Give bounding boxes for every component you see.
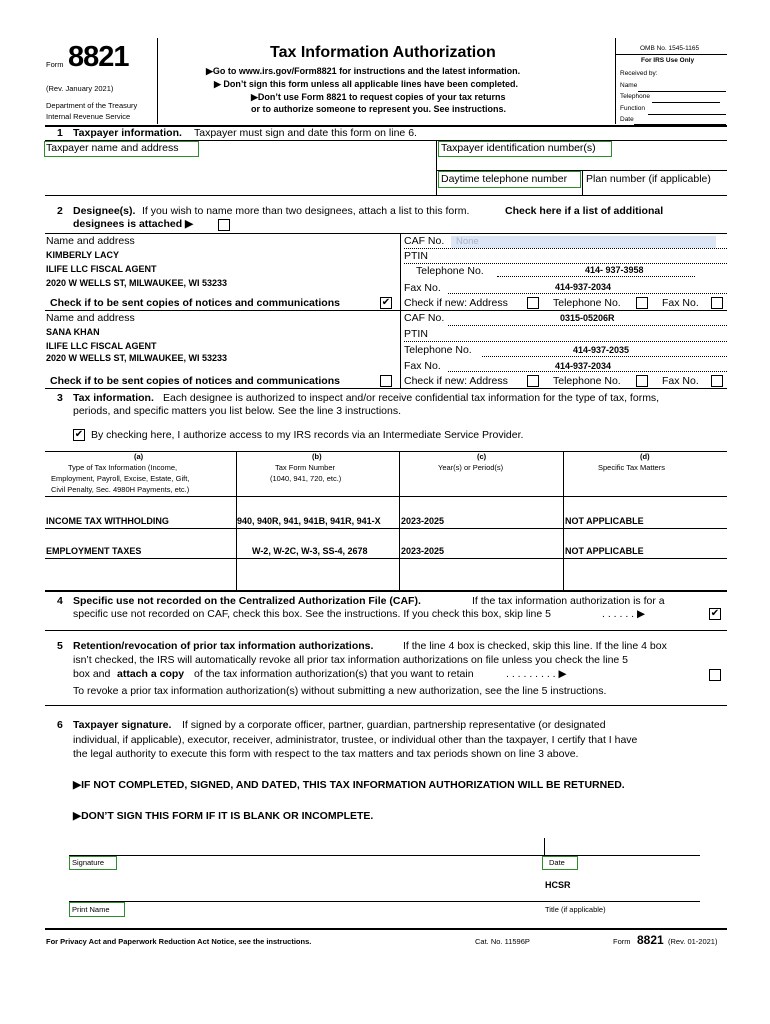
irs-name-label: Name <box>620 82 638 89</box>
daytime-phone-label: Daytime telephone number <box>441 173 568 185</box>
instruction-line-1: ▶Go to www.irs.gov/Form8821 for instructions and the latest information. <box>206 66 521 76</box>
line6-heading: Taxpayer signature. <box>73 719 172 731</box>
title-value[interactable]: HCSR <box>545 880 571 890</box>
agency: Internal Revenue Service <box>46 112 131 121</box>
designee1-copies-checkbox[interactable] <box>380 297 392 309</box>
line4-text-2: specific use not recorded on CAF, check this box. See the instructions. If you check this box, skip line 5 <box>73 608 551 620</box>
designee2-new-address-checkbox[interactable] <box>527 375 539 387</box>
designee2-name-label: Name and address <box>46 312 135 324</box>
designee1-fax-value[interactable]: 414-937-2034 <box>555 282 612 292</box>
row1-form-number[interactable]: 940, 940R, 941, 941B, 941R, 941-X <box>237 516 381 526</box>
col-a-letter: (a) <box>134 452 144 461</box>
designee1-fax-no-label: Fax No. <box>662 297 699 309</box>
line2-number: 2 <box>57 205 63 217</box>
line1-number: 1 <box>57 127 63 139</box>
designee2-address: 2020 W WELLS ST, MILWAUKEE, WI 53233 <box>46 353 228 363</box>
checkmark-icon: ✔ <box>710 608 720 619</box>
additional-designees-checkbox[interactable] <box>218 219 230 231</box>
line3-text-2: periods, and specific matters you list below. See the line 3 instructions. <box>73 405 402 417</box>
line6-text-1: If signed by a corporate officer, partner, guardian, partnership representative (or designated <box>182 719 606 731</box>
row2-form-number[interactable]: W-2, W-2C, W-3, SS-4, 2678 <box>252 546 368 556</box>
row1-period[interactable]: 2023-2025 <box>401 516 445 526</box>
catalog-number: Cat. No. 11596P <box>475 937 530 946</box>
designee1-name: KIMBERLY LACY <box>46 250 120 260</box>
line2-check-text-b: designees is attached ▶ <box>73 218 194 230</box>
designee2-phone-label: Telephone No. <box>404 344 472 356</box>
designee1-fax-label: Fax No. <box>404 282 441 294</box>
designee1-phone-label: Telephone No. <box>416 265 484 277</box>
designee1-ptin-label: PTIN <box>404 250 428 262</box>
line2-text: If you wish to name more than two designees, attach a list to this form. <box>142 205 470 217</box>
instruction-line-3: ▶Don’t use Form 8821 to request copies of your tax returns <box>251 92 506 102</box>
designee1-new-phone-checkbox[interactable] <box>636 297 648 309</box>
revision-date: (Rev. January 2021) <box>46 84 114 93</box>
line6-warning-2: ▶DON’T SIGN THIS FORM IF IT IS BLANK OR INCOMPLETE. <box>73 810 374 822</box>
row2-tax-type[interactable]: EMPLOYMENT TAXES <box>46 546 142 556</box>
col-b-header-1: Tax Form Number <box>275 463 336 472</box>
designee2-fax-no-label: Fax No. <box>662 375 699 387</box>
isp-text: By checking here, I authorize access to my IRS records via an Intermediate Service Provider. <box>91 429 524 441</box>
checkmark-icon: ✔ <box>381 297 391 308</box>
privacy-notice: For Privacy Act and Paperwork Reduction Act Notice, see the instructions. <box>46 937 312 946</box>
taxpayer-name-label: Taxpayer name and address <box>46 142 179 154</box>
col-b-header-2: (1040, 941, 720, etc.) <box>270 474 342 483</box>
line6-text-2: individual, if applicable), executor, receiver, administrator, trustee, or individual other than the taxpayer, I certify that I have <box>73 734 638 746</box>
irs-use-only: For IRS Use Only <box>641 57 695 64</box>
line5-text-3c: of the tax information authorization(s) that you want to retain <box>194 668 474 680</box>
signature-label: Signature <box>72 858 105 867</box>
line5-checkbox[interactable] <box>709 669 721 681</box>
line6-warning-1: ▶IF NOT COMPLETED, SIGNED, AND DATED, THIS TAX INFORMATION AUTHORIZATION WILL BE RETURNED. <box>73 779 625 791</box>
designee1-phone-value[interactable]: 414- 937-3958 <box>585 265 644 275</box>
designee2-copies-label: Check if to be sent copies of notices and communications <box>50 375 340 387</box>
designee1-check-new-label: Check if new: Address <box>404 297 508 309</box>
line2-heading: Designee(s). <box>73 205 136 217</box>
line4-heading: Specific use not recorded on the Centralized Authorization File (CAF). <box>73 595 421 607</box>
designee1-company: ILIFE LLC FISCAL AGENT <box>46 264 157 274</box>
line2-check-text-a: Check here if a list of additional <box>505 205 664 217</box>
designee2-company: ILIFE LLC FISCAL AGENT <box>46 341 157 351</box>
irs-date-label: Date <box>620 116 634 123</box>
omb-number: OMB No. 1545-1165 <box>640 45 700 52</box>
irs-telephone-label: Telephone <box>620 93 650 100</box>
title-label: Title (if applicable) <box>545 905 606 914</box>
designee2-fax-value[interactable]: 414-937-2034 <box>555 361 612 371</box>
designee2-new-phone-checkbox[interactable] <box>636 375 648 387</box>
designee2-fax-label: Fax No. <box>404 360 441 372</box>
print-name-label: Print Name <box>72 905 110 914</box>
line3-text-1: Each designee is authorized to inspect and/or receive confidential tax information for the type of tax, forms, <box>163 392 660 404</box>
received-by-label: Received by: <box>620 70 658 77</box>
date-label: Date <box>549 858 565 867</box>
col-a-header-2: Employment, Payroll, Excise, Estate, Gift, <box>51 474 190 483</box>
footer-form-word: Form <box>613 937 631 946</box>
line1-heading: Taxpayer information. <box>73 127 182 139</box>
designee1-caf-field[interactable] <box>451 236 716 248</box>
line4-text-1: If the tax information authorization is for a <box>472 595 665 607</box>
line5-text-3a: box and <box>73 668 111 680</box>
designee2-check-new-label: Check if new: Address <box>404 375 508 387</box>
designee1-caf-value: None <box>456 236 479 247</box>
line4-number: 4 <box>57 595 63 607</box>
line5-text-1: If the line 4 box is checked, skip this line. If the line 4 box <box>403 640 667 652</box>
designee2-tel-no-label: Telephone No. <box>553 375 621 387</box>
designee1-caf-label: CAF No. <box>404 235 445 247</box>
taxpayer-id-label: Taxpayer identification number(s) <box>441 142 596 154</box>
line6-number: 6 <box>57 719 63 731</box>
row2-matters[interactable]: NOT APPLICABLE <box>565 546 644 556</box>
designee2-copies-checkbox[interactable] <box>380 375 392 387</box>
row1-matters[interactable]: NOT APPLICABLE <box>565 516 644 526</box>
footer-form-number: 8821 <box>637 933 664 947</box>
designee2-caf-value[interactable]: 0315-05206R <box>560 313 615 323</box>
designee1-tel-no-label: Telephone No. <box>553 297 621 309</box>
form-title: Tax Information Authorization <box>270 44 496 61</box>
designee1-new-address-checkbox[interactable] <box>527 297 539 309</box>
row2-period[interactable]: 2023-2025 <box>401 546 445 556</box>
line5-text-4: To revoke a prior tax information authorization(s) without submitting a new authorization, see the line 5 instructions. <box>73 685 607 697</box>
line4-checkbox[interactable] <box>709 608 721 620</box>
line3-heading: Tax information. <box>73 392 154 404</box>
instruction-line-2: ▶ Don’t sign this form unless all applicable lines have been completed. <box>214 79 518 89</box>
line4-dots: . . . . . . ▶ <box>602 608 646 620</box>
designee2-new-fax-checkbox[interactable] <box>711 375 723 387</box>
line5-number: 5 <box>57 640 63 652</box>
line3-number: 3 <box>57 392 63 404</box>
line5-heading: Retention/revocation of prior tax information authorizations. <box>73 640 374 652</box>
col-a-header-3: Civil Penalty, Sec. 4980H Payments, etc.) <box>51 485 190 494</box>
line6-text-3: the legal authority to execute this form with respect to the tax matters and tax periods shown on line 3 above. <box>73 748 579 760</box>
designee2-phone-value[interactable]: 414-937-2035 <box>573 345 630 355</box>
row1-tax-type[interactable]: INCOME TAX WITHHOLDING <box>46 516 169 526</box>
designee2-ptin-label: PTIN <box>404 328 428 340</box>
isp-checkbox[interactable] <box>73 429 85 441</box>
line5-text-3b: attach a copy <box>117 668 185 680</box>
line5-dots: . . . . . . . . . ▶ <box>506 668 567 680</box>
plan-number-label[interactable]: Plan number (if applicable) <box>586 173 711 185</box>
col-d-header-1: Specific Tax Matters <box>598 463 665 472</box>
line5-text-2: isn’t checked, the IRS will automatically revoke all prior tax information authorizations on file unless you check the line 5 <box>73 654 629 666</box>
col-a-header-1: Type of Tax Information (Income, <box>68 463 178 472</box>
irs-function-label: Function <box>620 105 645 112</box>
designee1-copies-label: Check if to be sent copies of notices and communications <box>50 297 340 309</box>
col-c-header-1: Year(s) or Period(s) <box>438 463 504 472</box>
line1-text: Taxpayer must sign and date this form on line 6. <box>194 127 417 139</box>
designee2-caf-label: CAF No. <box>404 312 445 324</box>
designee2-name: SANA KHAN <box>46 327 100 337</box>
checkmark-icon: ✔ <box>74 429 84 440</box>
instruction-line-4: or to authorize someone to represent you. See instructions. <box>251 104 507 114</box>
designee1-name-label: Name and address <box>46 235 135 247</box>
col-d-letter: (d) <box>640 452 650 461</box>
form-number: 8821 <box>68 41 129 73</box>
col-c-letter: (c) <box>477 452 487 461</box>
department: Department of the Treasury <box>46 101 138 110</box>
form-word: Form <box>46 60 64 69</box>
col-b-letter: (b) <box>312 452 322 461</box>
designee1-address: 2020 W WELLS ST, MILWAUKEE, WI 53233 <box>46 278 228 288</box>
designee1-new-fax-checkbox[interactable] <box>711 297 723 309</box>
footer-revision: (Rev. 01-2021) <box>668 937 718 946</box>
